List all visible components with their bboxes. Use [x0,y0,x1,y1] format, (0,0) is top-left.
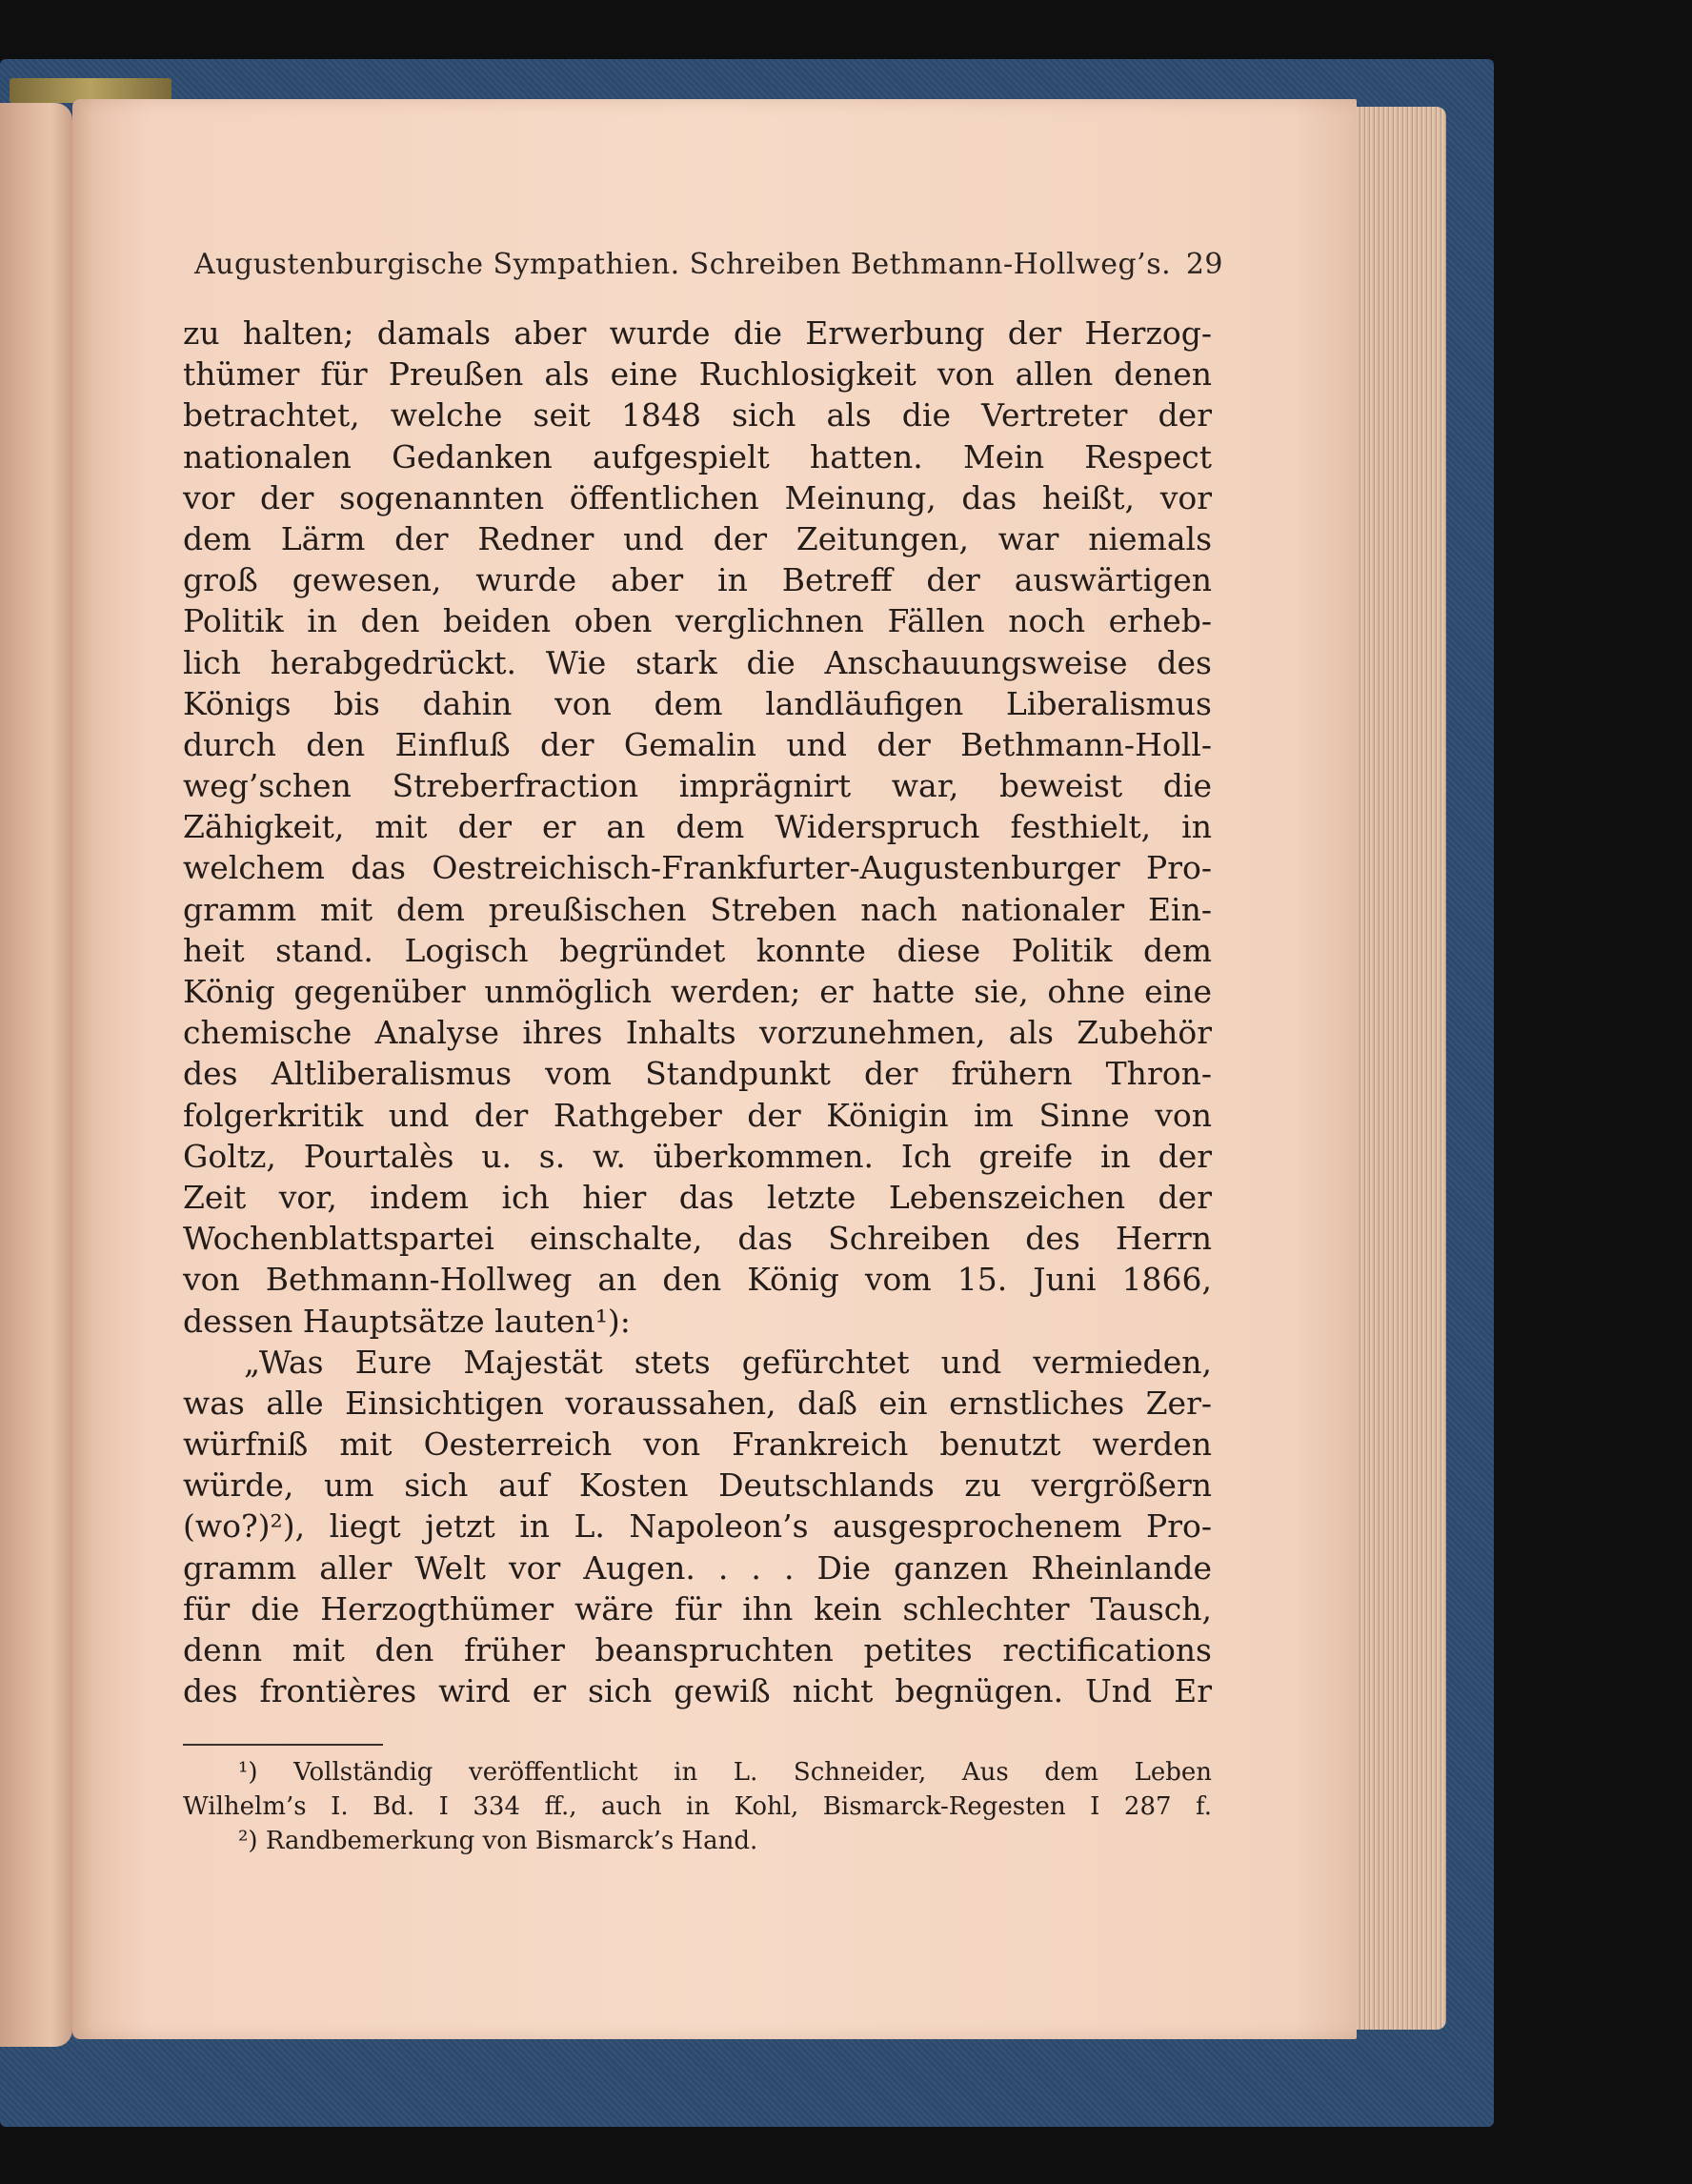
text-line: zu halten; damals aber wurde die Erwerbung der Herzog- [183,314,1212,352]
page-stack-edges [1343,107,1446,2030]
text-line: für die Herzogthümer wäre für ihn kein schlechter Tausch, [183,1589,1212,1628]
text-line: (wo?)²), liegt jetzt in L. Napoleon’s ausgesprochenem Pro- [183,1507,1212,1546]
text-line: gramm mit dem preußischen Streben nach nationaler Ein- [183,890,1212,928]
text-line: dem Lärm der Redner und der Zeitungen, war niemals [183,519,1212,557]
footnote-line: Wilhelm’s I. Bd. I 334 ff., auch in Kohl, Bismarck-Regesten I 287 f. [183,1792,1212,1821]
text-line: gramm aller Welt vor Augen. . . . Die ganzen Rheinlande [183,1548,1212,1587]
footnote-rule [183,1744,383,1746]
text-line: Wochenblattspartei einschalte, das Schreiben des Herrn [183,1220,1212,1258]
text-line: thümer für Preußen als eine Ruchlosigkeit von allen denen [183,355,1212,394]
text-line: groß gewesen, wurde aber in Betreff der auswärtigen [183,561,1212,599]
body-text [183,313,1212,1711]
text-line: chemische Analyse ihres Inhalts vorzunehmen, als Zubehör [183,1014,1212,1052]
text-line: welchem das Oestreichisch-Frankfurter-Augustenburger Pro- [183,849,1212,887]
text-line: nationalen Gedanken aufgespielt hatten. Mein Respect [183,437,1212,475]
text-line: König gegenüber unmöglich werden; er hatte sie, ohne eine [183,973,1212,1010]
text-line: würde, um sich auf Kosten Deutschlands zu vergrößern [183,1466,1212,1505]
page-number: 29 [1185,248,1223,281]
text-line: Politik in den beiden oben verglichnen Fällen noch erheb- [183,602,1212,640]
text-line: durch den Einfluß der Gemalin und der Bethmann-Holl- [183,725,1212,763]
text-line: lich herabgedrückt. Wie stark die Anschauungsweise des [183,643,1212,681]
text-line: Königs bis dahin von dem landläufigen Liberalismus [183,684,1212,722]
text-line: des Altliberalismus vom Standpunkt der frühern Thron- [183,1055,1212,1093]
footnote-line: ¹) Vollständig veröffentlicht in L. Schneider, Aus dem Leben [238,1758,1212,1787]
text-line: von Bethmann-Hollweg an den König vom 15. Juni 1866, [183,1261,1212,1299]
text-line: „Was Eure Majestät stets gefürchtet und vermieden, [244,1343,1212,1381]
text-line: Zeit vor, indem ich hier das letzte Lebenszeichen der [183,1178,1212,1216]
text-line: folgerkritik und der Rathgeber der Königin im Sinne von [183,1096,1212,1134]
footnotes [183,1755,1212,1858]
text-line: denn mit den früher beanspruchten petites rectifications [183,1631,1212,1668]
footnote-line: ²) Randbemerkung von Bismarck’s Hand. [238,1827,758,1855]
text-line: betrachtet, welche seit 1848 sich als die Vertreter der [183,396,1212,435]
text-line: weg’schen Streberfraction imprägnirt war, beweist die [183,767,1212,805]
text-line: des frontières wird er sich gewiß nicht begnügen. Und Er [183,1672,1212,1710]
left-page-edge [0,103,72,2047]
text-line: Zähigkeit, mit der er an dem Widerspruch festhielt, in [183,808,1212,846]
text-line: dessen Hauptsätze lauten¹): [183,1302,631,1340]
text-line: würfniß mit Oesterreich von Frankreich benutzt werden [183,1426,1212,1464]
text-line: Goltz, Pourtalès u. s. w. überkommen. Ich greife in der [183,1137,1212,1175]
text-line: was alle Einsichtigen voraussahen, daß ein ernstliches Zer- [183,1384,1212,1422]
running-header [194,248,1223,281]
running-title: Augustenburgische Sympathien. Schreiben Bethmann-Hollweg’s. [194,248,1172,281]
text-line: heit stand. Logisch begründet konnte diese Politik dem [183,931,1212,969]
text-line: vor der sogenannten öffentlichen Meinung, das heißt, vor [183,478,1212,516]
